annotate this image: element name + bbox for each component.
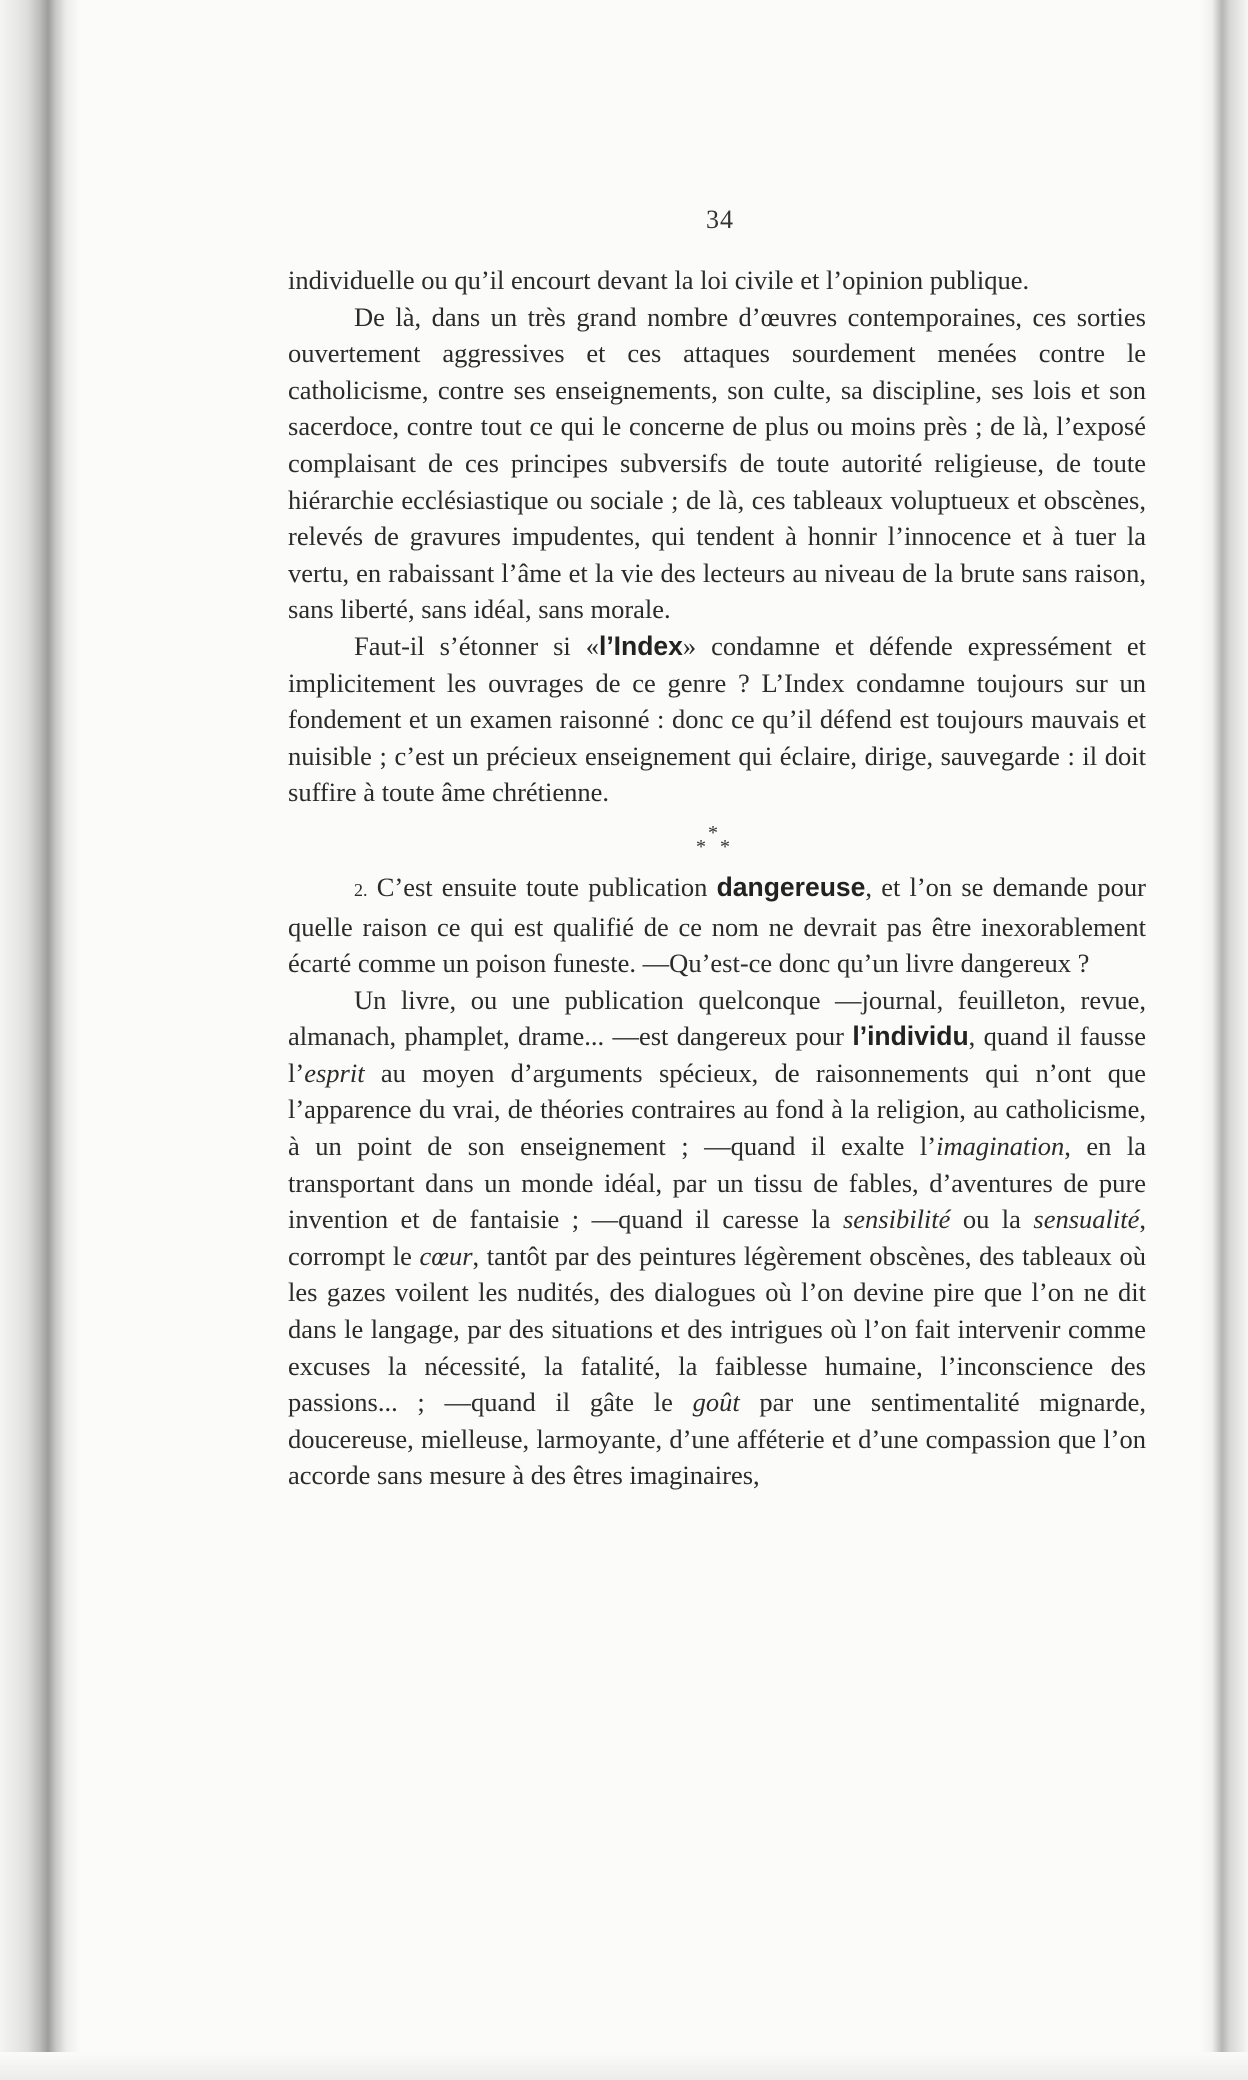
- esprit-term: esprit: [304, 1057, 365, 1088]
- individu-term: l’individu: [852, 1021, 969, 1052]
- dangereuse-term: dangereuse: [716, 871, 866, 902]
- p5-t6: , corrompt le: [288, 1204, 1146, 1271]
- p5-t3: au moyen d’arguments spécieux, de raisonnements qui n’ont que l’apparence du vrai, de théories contraires au fond à la religion, au catholicisme, à un point de son enseignement ; —quand il exalte l’: [288, 1057, 1146, 1162]
- section-number: 2.: [354, 879, 368, 900]
- p5-t8: par une sentimentalité mignarde, doucereuse, mielleuse, larmoyante, d’une afféterie et d’une compassion que l’on accorde sans mesure à des êtres imaginaires,: [288, 1387, 1146, 1491]
- coeur-term: cœur: [419, 1240, 473, 1271]
- index-term: l’Index: [598, 630, 683, 661]
- p3-text-before: Faut-il s’étonner si «: [354, 630, 599, 661]
- paragraph-un-livre: [288, 982, 1146, 1494]
- asterism-star: *: [720, 835, 730, 858]
- paragraph-index: [288, 628, 1146, 811]
- p4-text-before: C’est ensuite toute publication: [376, 871, 708, 902]
- p5-t4: , en la transportant dans un monde idéal, par un tissu de fables, d’aventures de pure invention et de fantaisie ; —quand il caresse la: [288, 1131, 1146, 1235]
- sensibilite-term: sensibilité: [842, 1204, 951, 1235]
- p5-t2: , quand il fausse l’: [288, 1021, 1146, 1088]
- asterism-ornament: [288, 815, 1146, 861]
- asterism-star: *: [708, 821, 718, 844]
- sensualite-term: sensualité: [1033, 1204, 1140, 1235]
- p5-t1: Un livre, ou une publication quelconque —journal, feuilleton, revue, almanach, phamplet, drame... —est dangereux pour: [288, 984, 1146, 1052]
- body-text: [288, 262, 1146, 1494]
- paragraph-dangereuse: [288, 869, 1146, 982]
- gout-term: goût: [692, 1387, 740, 1418]
- p4-text-after: , et l’on se demande pour quelle raison ce qui est qualifié de ce nom ne devrait pas être inexorablement écarté comme un poison funeste. —Qu’est-ce donc qu’un livre dangereux ?: [288, 871, 1147, 979]
- page-bottom-edge: [0, 2052, 1248, 2080]
- p3-text-after: » condamne et défende expressément et implicitement les ouvrages de ce genre ? L’Index condamne toujours sur un fondement et un examen raisonné : donc ce qu’il défend est toujours mauvais et nuisible ; c’est un précieux enseignement qui éclaire, dirige, sauvegarde : il doit suffire à toute âme chrétienne.: [288, 630, 1146, 808]
- p5-t7: , tantôt par des peintures légèrement obscènes, des tableaux où les gazes voilent les nudités, des dialogues où l’on devine pire que l’on ne dit dans le langage, par des situations et des intrigues où l’on fait intervenir comme excuses la nécessité, la fatalité, la faiblesse humaine, l’inconscience des passions... ; —quand il gâte le: [288, 1240, 1146, 1418]
- imagination-term: imagination: [936, 1131, 1065, 1162]
- page-number: 34: [706, 205, 734, 234]
- paragraph-de-la: De là, dans un très grand nombre d’œuvres contemporaines, ces sorties ouvertement aggressives et ces attaques sourdement menées contre le catholicisme, contre ses enseignements, son culte, sa discipline, ses lois et son sacerdoce, contre tout ce qui le concerne de plus ou moins près ; de là, l’exposé complaisant de ces principes subversifs de toute autorité religieuse, de toute hiérarchie ecclésiastique ou sociale ; de là, ces tableaux voluptueux et obscènes, relevés de gravures impudentes, qui tendent à honnir l’innocence et à tuer la vertu, en rabaissant l’âme et la vie des lecteurs au niveau de la brute sans raison, sans liberté, sans idéal, sans morale.: [288, 301, 1146, 625]
- paragraph-continuation: individuelle ou qu’il encourt devant la loi civile et l’opinion publique.: [288, 265, 1030, 295]
- page-right-edge: [1200, 0, 1248, 2080]
- p5-t5: ou la: [950, 1204, 1034, 1235]
- page-binding-edge: [0, 0, 82, 2080]
- asterism-star: *: [696, 835, 706, 858]
